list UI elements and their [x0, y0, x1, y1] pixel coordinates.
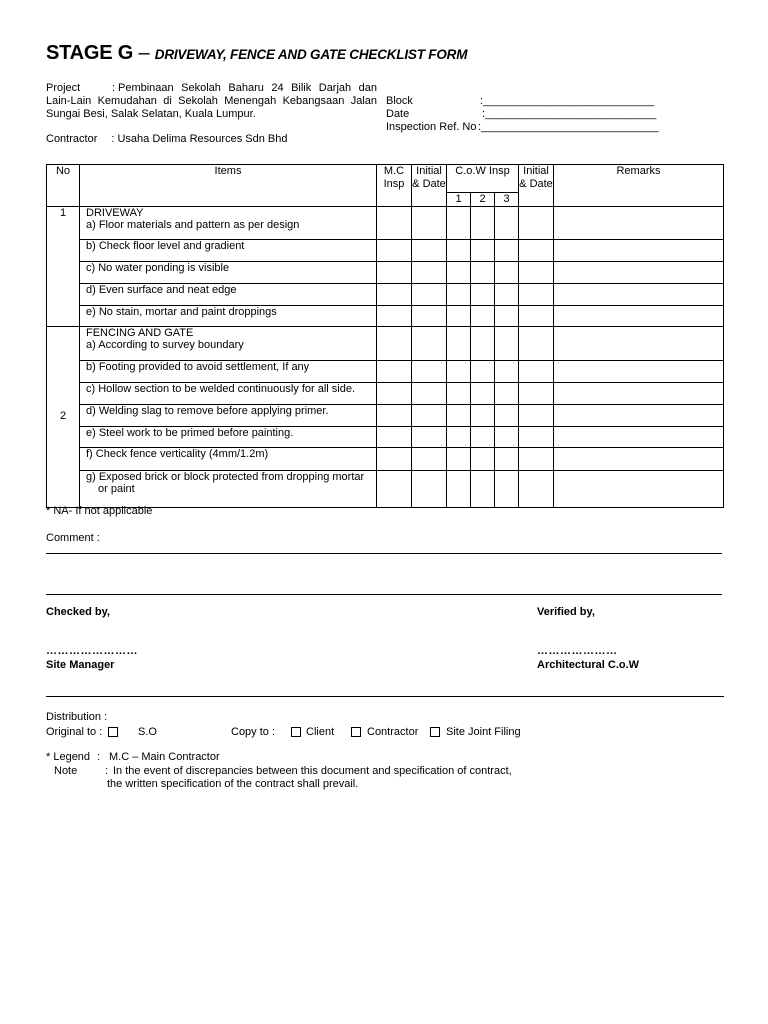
cow-2-cell[interactable] — [471, 360, 495, 382]
item-text: c) Hollow section to be welded continuously for all side. — [80, 382, 377, 404]
mc-insp-cell[interactable] — [377, 382, 412, 404]
title-dash: – — [133, 42, 155, 64]
header-no: No — [47, 165, 80, 207]
initial-2-cell[interactable] — [519, 261, 554, 283]
initial-cell[interactable] — [412, 447, 447, 470]
project-label: Project — [46, 82, 81, 94]
initial-cell[interactable] — [412, 404, 447, 426]
remarks-cell[interactable] — [554, 382, 724, 404]
form-title — [46, 42, 467, 65]
mc-insp-cell[interactable] — [377, 447, 412, 470]
table-row — [47, 447, 724, 470]
legend-label: * Legend — [46, 751, 91, 763]
mc-insp-cell[interactable] — [377, 305, 412, 326]
cow-3-cell[interactable] — [495, 326, 519, 360]
table-row — [47, 239, 724, 261]
checked-by-label: Checked by, — [46, 606, 110, 618]
header-cow-3: 3 — [495, 193, 519, 207]
initial-2-cell[interactable] — [519, 206, 554, 239]
initial-2-cell[interactable] — [519, 426, 554, 447]
initial-2-cell[interactable] — [519, 382, 554, 404]
item-text: d) Even surface and neat edge — [80, 283, 377, 305]
architectural-cow-label: Architectural C.o.W — [537, 659, 640, 671]
section-no: 2 — [47, 326, 80, 507]
header-cow-insp: C.o.W Insp — [447, 165, 519, 193]
cow-2-cell[interactable] — [471, 239, 495, 261]
inspection-ref-value: :_____________________________ — [478, 121, 659, 133]
table-row — [47, 206, 724, 239]
site-joint-filing-checkbox[interactable] — [430, 727, 440, 737]
remarks-cell[interactable] — [554, 305, 724, 326]
cow-2-cell[interactable] — [471, 447, 495, 470]
cow-1-cell[interactable] — [447, 261, 471, 283]
contractor-checkbox[interactable] — [351, 727, 361, 737]
header-mc-insp: M.C Insp — [377, 165, 412, 207]
item-text: c) No water ponding is visible — [80, 261, 377, 283]
date-label: Date — [386, 108, 410, 120]
cow-1-cell[interactable] — [447, 326, 471, 360]
initial-2-cell[interactable] — [519, 360, 554, 382]
table-row — [47, 261, 724, 283]
mc-insp-cell[interactable] — [377, 261, 412, 283]
stage-label: STAGE G — [46, 42, 134, 64]
initial-cell[interactable] — [412, 360, 447, 382]
initial-cell[interactable] — [412, 283, 447, 305]
checklist-item — [80, 206, 377, 239]
contractor-option-label: Contractor — [367, 726, 419, 738]
item-text: e) Steel work to be primed before painting. — [80, 426, 377, 447]
cow-2-cell[interactable] — [471, 404, 495, 426]
header-initial-date-2: Initial & Date — [519, 165, 554, 207]
cow-3-cell[interactable] — [495, 206, 519, 239]
project-colon: : — [112, 82, 116, 94]
cow-3-cell[interactable] — [495, 305, 519, 326]
mc-insp-cell[interactable] — [377, 426, 412, 447]
cow-1-cell[interactable] — [447, 305, 471, 326]
initial-cell[interactable] — [412, 239, 447, 261]
header-cow-2: 2 — [471, 193, 495, 207]
block-field[interactable] — [386, 95, 654, 108]
contractor-value: : Usaha Delima Resources Sdn Bhd — [111, 133, 288, 145]
table-row — [47, 360, 724, 382]
inspection-ref-field[interactable] — [386, 121, 658, 134]
remarks-cell[interactable] — [554, 470, 724, 507]
section-no: 1 — [47, 206, 80, 326]
item-text: b) Footing provided to avoid settlement, If any — [80, 360, 377, 382]
project-value: Pembinaan Sekolah Baharu 24 Bilik Darjah dan Lain-Lain Kemudahan di Sekolah Menengah Kebangsaan Jalan Sungai Besi, Salak Selatan, Kuala Lumpur. — [46, 82, 377, 120]
item-text: f) Check fence verticality (4mm/1.2m) — [80, 447, 377, 470]
date-field[interactable] — [386, 108, 656, 121]
item-text: d) Welding slag to remove before applying primer. — [80, 404, 377, 426]
cow-1-cell[interactable] — [447, 382, 471, 404]
comment-label: Comment : — [46, 532, 100, 544]
so-option-label: S.O — [138, 726, 157, 738]
header-remarks: Remarks — [554, 165, 724, 207]
table-row — [47, 326, 724, 360]
remarks-cell[interactable] — [554, 360, 724, 382]
section-heading: FENCING AND GATE — [86, 326, 194, 339]
item-text: g) Exposed brick or block protected from dropping mortar or paint — [80, 470, 377, 507]
note-label: Note — [54, 765, 78, 777]
legend-text: M.C – Main Contractor — [109, 751, 220, 763]
initial-cell[interactable] — [412, 470, 447, 507]
remarks-cell[interactable] — [554, 447, 724, 470]
block-value: :____________________________ — [480, 95, 655, 107]
item-text: a) Floor materials and pattern as per design — [86, 219, 300, 231]
mc-insp-cell[interactable] — [377, 326, 412, 360]
initial-cell[interactable] — [412, 206, 447, 239]
client-checkbox[interactable] — [291, 727, 301, 737]
mc-insp-cell[interactable] — [377, 360, 412, 382]
initial-cell[interactable] — [412, 261, 447, 283]
cow-3-cell[interactable] — [495, 261, 519, 283]
initial-2-cell[interactable] — [519, 447, 554, 470]
table-row — [47, 426, 724, 447]
cow-3-cell[interactable] — [495, 360, 519, 382]
cow-1-cell[interactable] — [447, 360, 471, 382]
remarks-cell[interactable] — [554, 261, 724, 283]
table-row — [47, 470, 724, 507]
table-row — [47, 283, 724, 305]
checklist-item — [80, 326, 377, 360]
cow-2-cell[interactable] — [471, 283, 495, 305]
cow-2-cell[interactable] — [471, 206, 495, 239]
cow-2-cell[interactable] — [471, 326, 495, 360]
section-heading: DRIVEWAY — [86, 206, 144, 219]
item-text: e) No stain, mortar and paint droppings — [80, 305, 377, 326]
cow-1-cell[interactable] — [447, 206, 471, 239]
header-cow-1: 1 — [447, 193, 471, 207]
cow-1-cell[interactable] — [447, 447, 471, 470]
date-value: :____________________________ — [482, 108, 657, 120]
cow-3-cell[interactable] — [495, 470, 519, 507]
comment-line-2[interactable] — [46, 594, 722, 595]
cow-2-cell[interactable] — [471, 261, 495, 283]
distribution-label: Distribution : — [46, 711, 108, 723]
mc-insp-cell[interactable] — [377, 283, 412, 305]
checklist-table — [46, 164, 724, 508]
initial-cell[interactable] — [412, 426, 447, 447]
initial-2-cell[interactable] — [519, 283, 554, 305]
client-option-label: Client — [306, 726, 335, 738]
item-text: b) Check floor level and gradient — [80, 239, 377, 261]
mc-insp-cell[interactable] — [377, 404, 412, 426]
initial-2-cell[interactable] — [519, 470, 554, 507]
initial-2-cell[interactable] — [519, 404, 554, 426]
comment-line-1[interactable] — [46, 553, 722, 554]
initial-cell[interactable] — [412, 326, 447, 360]
cow-1-cell[interactable] — [447, 404, 471, 426]
table-row — [47, 305, 724, 326]
mc-insp-cell[interactable] — [377, 239, 412, 261]
initial-cell[interactable] — [412, 305, 447, 326]
inspection-ref-label: Inspection Ref. No — [386, 121, 477, 133]
initial-cell[interactable] — [412, 382, 447, 404]
section-divider — [46, 696, 724, 697]
cow-3-cell[interactable] — [495, 426, 519, 447]
original-to-label: Original to : — [46, 726, 103, 738]
copy-to-label: Copy to : — [231, 726, 276, 738]
contractor-label: Contractor — [46, 133, 98, 145]
table-row — [47, 404, 724, 426]
cow-2-cell[interactable] — [471, 382, 495, 404]
checked-by-signature-line[interactable]: …………………… — [46, 645, 138, 657]
so-checkbox[interactable] — [108, 727, 118, 737]
cow-2-cell[interactable] — [471, 470, 495, 507]
original-to-row — [46, 726, 102, 739]
legend-sep: : — [97, 751, 101, 763]
cow-3-cell[interactable] — [495, 404, 519, 426]
remarks-cell[interactable] — [554, 239, 724, 261]
cow-3-cell[interactable] — [495, 283, 519, 305]
header-items: Items — [80, 165, 377, 207]
remarks-cell[interactable] — [554, 206, 724, 239]
remarks-cell[interactable] — [554, 404, 724, 426]
cow-1-cell[interactable] — [447, 283, 471, 305]
verified-by-signature-line[interactable]: ………………… — [537, 645, 618, 657]
na-note: * NA- If not applicable — [46, 505, 153, 517]
site-joint-filing-option-label: Site Joint Filing — [446, 726, 521, 738]
note-sep: : — [105, 765, 109, 777]
cow-3-cell[interactable] — [495, 382, 519, 404]
cow-3-cell[interactable] — [495, 447, 519, 470]
note-line-1: In the event of discrepancies between this document and specification of contract, — [113, 765, 512, 777]
table-row — [47, 382, 724, 404]
verified-by-label: Verified by, — [537, 606, 595, 618]
header-initial-date: Initial & Date — [412, 165, 447, 207]
cow-2-cell[interactable] — [471, 305, 495, 326]
cow-3-cell[interactable] — [495, 239, 519, 261]
note-line-2: the written specification of the contract shall prevail. — [107, 778, 359, 790]
mc-insp-cell[interactable] — [377, 470, 412, 507]
item-text: a) According to survey boundary — [86, 339, 244, 351]
cow-1-cell[interactable] — [447, 470, 471, 507]
cow-1-cell[interactable] — [447, 239, 471, 261]
cow-1-cell[interactable] — [447, 426, 471, 447]
cow-2-cell[interactable] — [471, 426, 495, 447]
remarks-cell[interactable] — [554, 326, 724, 360]
site-manager-label: Site Manager — [46, 659, 115, 671]
initial-2-cell[interactable] — [519, 326, 554, 360]
remarks-cell[interactable] — [554, 426, 724, 447]
initial-2-cell[interactable] — [519, 239, 554, 261]
form-subtitle: DRIVEWAY, FENCE AND GATE CHECKLIST FORM — [154, 47, 468, 62]
initial-2-cell[interactable] — [519, 305, 554, 326]
remarks-cell[interactable] — [554, 283, 724, 305]
contractor-line — [46, 133, 287, 146]
mc-insp-cell[interactable] — [377, 206, 412, 239]
block-label: Block — [386, 95, 413, 107]
